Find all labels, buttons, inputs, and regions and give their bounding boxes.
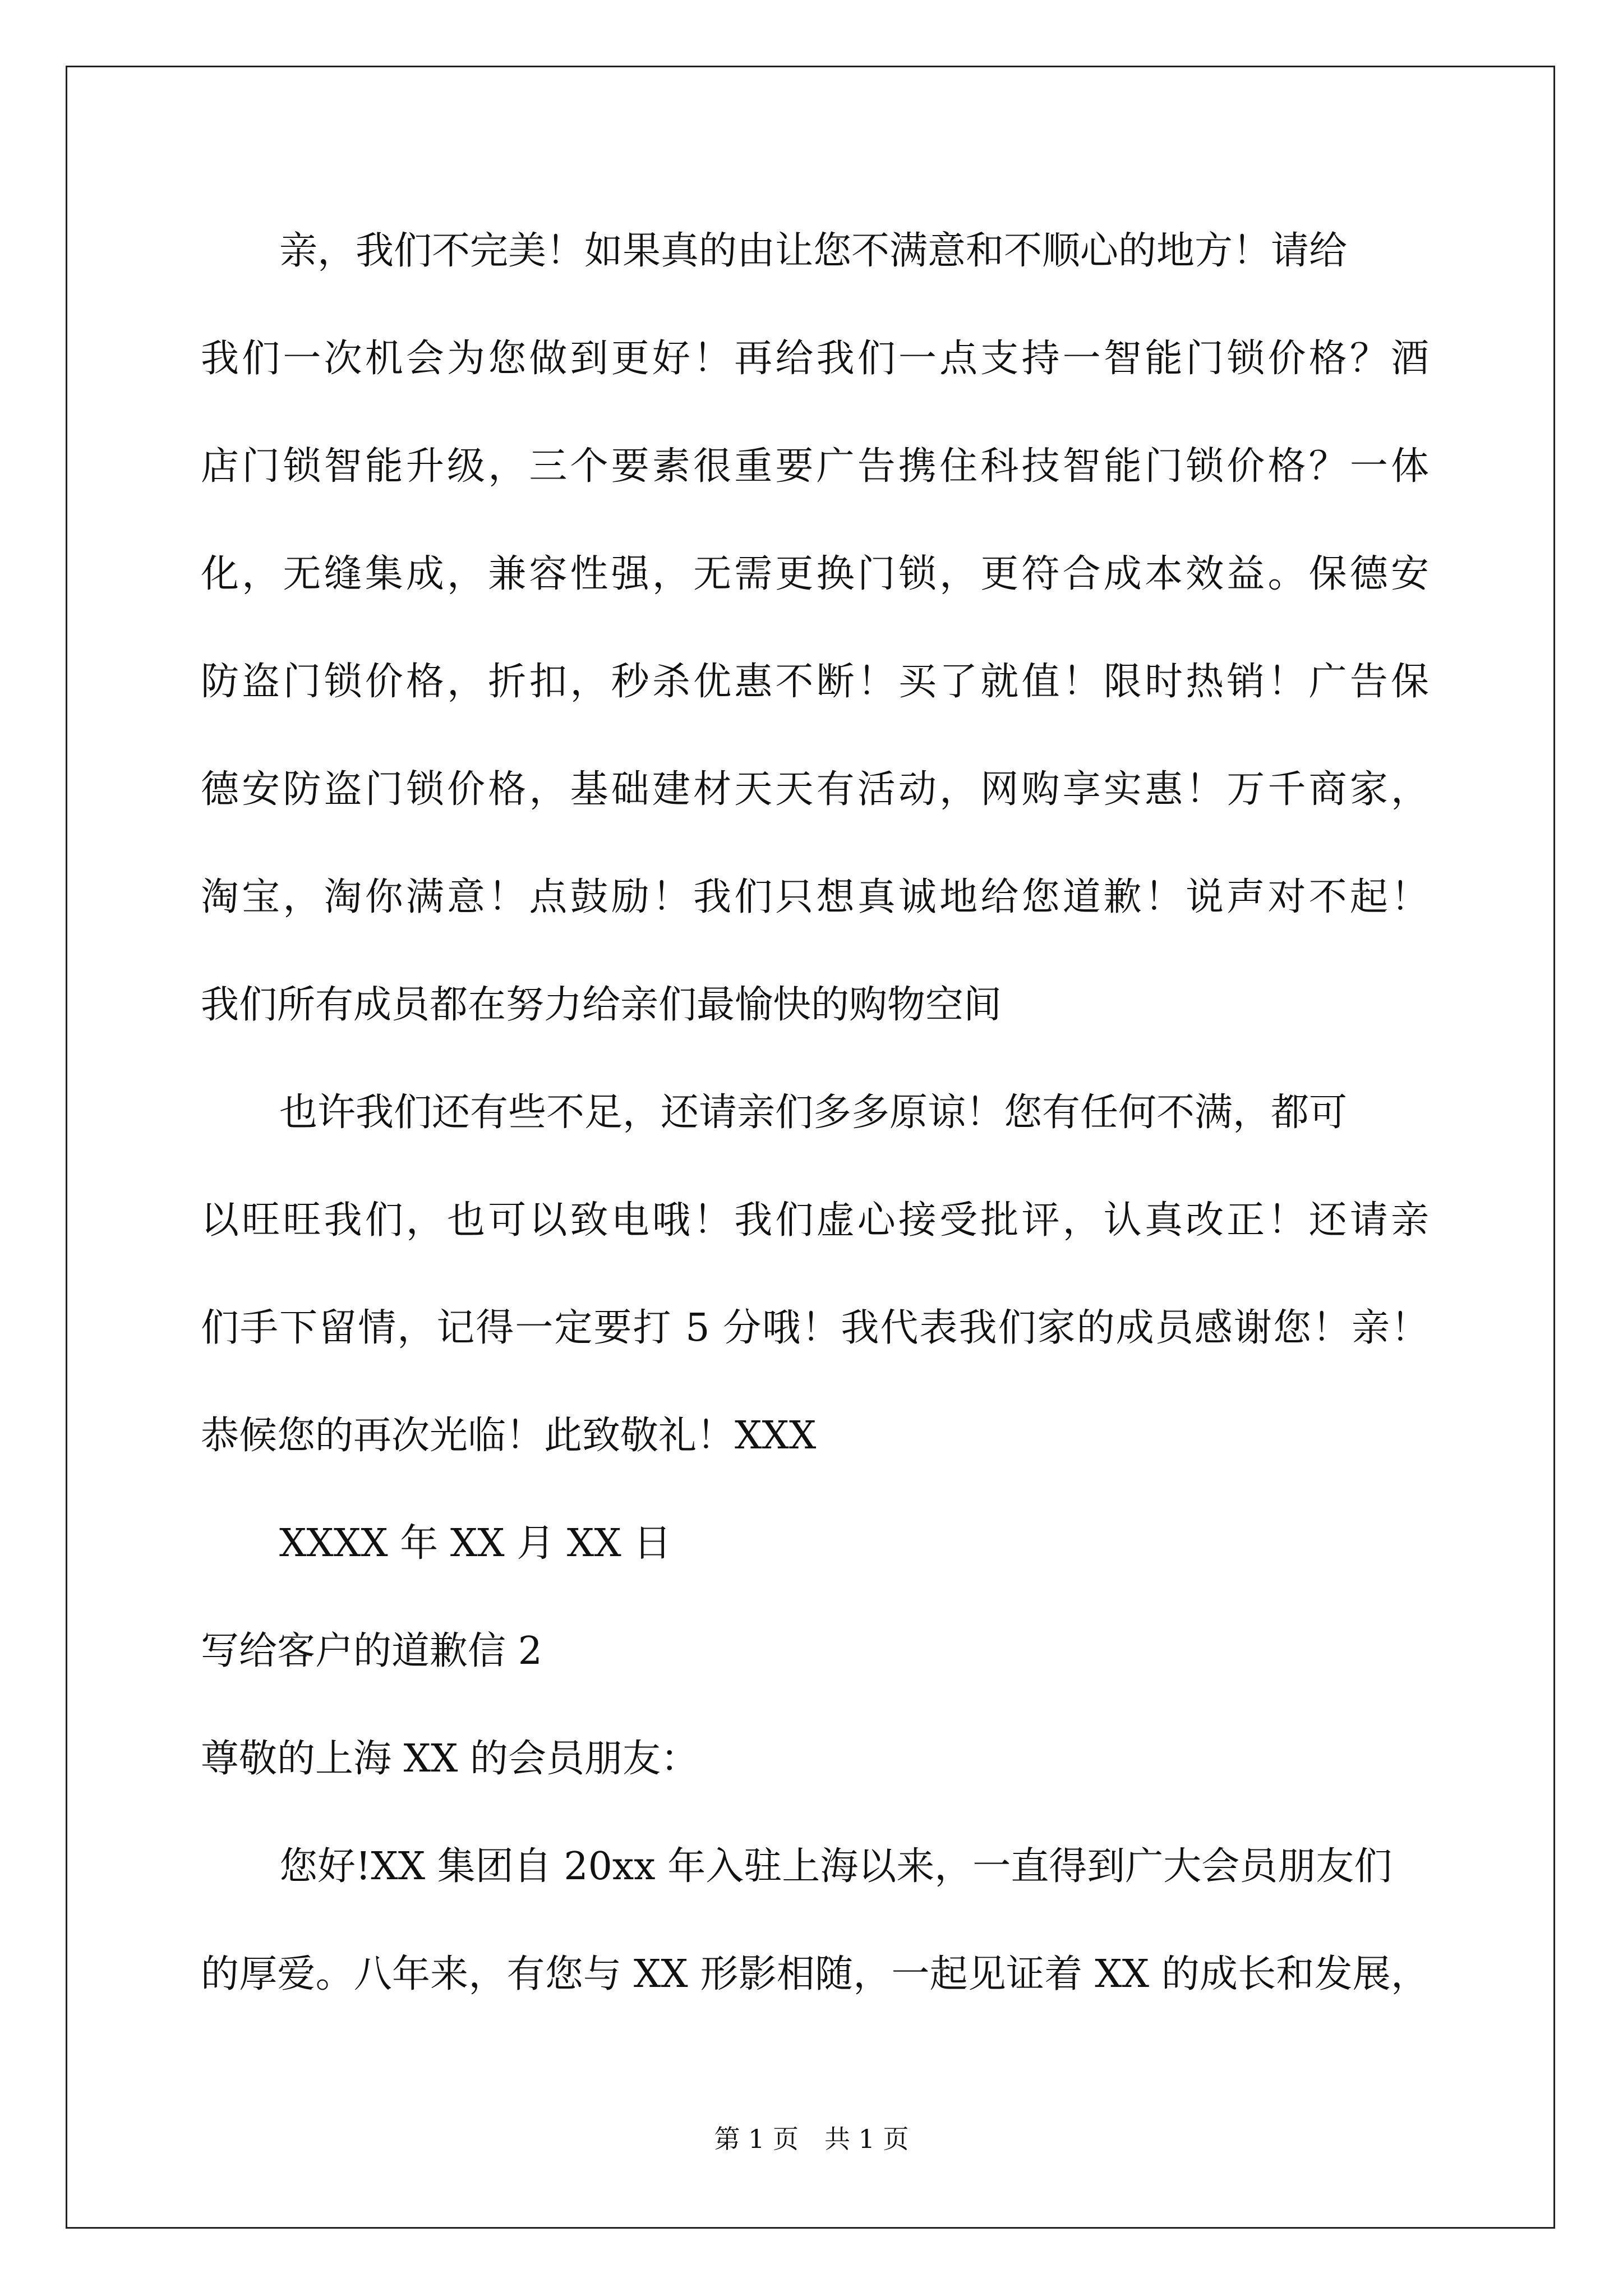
paragraph-1-line-3: 店门锁智能升级，三个要素很重要广告携住科技智能门锁价格？一体: [201, 444, 1429, 489]
paragraph-2-line-1: 也许我们还有些不足，还请亲们多多原谅！您有任何不满，都可: [279, 1091, 1348, 1135]
paragraph-3-line-1: 您好!XX 集团自 20xx 年入驻上海以来，一直得到广大会员朋友们: [279, 1844, 1393, 1889]
paragraph-1-line-5: 防盗门锁价格，折扣，秒杀优惠不断！买了就值！限时热销！广告保: [201, 660, 1429, 704]
paragraph-1-line-4: 化，无缝集成，兼容性强，无需更换门锁，更符合成本效益。保德安: [201, 552, 1429, 596]
paragraph-1-line-1: 亲，我们不完美！如果真的由让您不满意和不顺心的地方！请给: [279, 229, 1348, 273]
paragraph-2-line-4: 恭候您的再次光临！此致敬礼！XXX: [201, 1414, 817, 1458]
letter-2-title: 写给客户的道歉信 2: [201, 1629, 542, 1673]
paragraph-2-line-3: 们手下留情，记得一定要打 5 分哦！我代表我们家的成员感谢您！亲！: [201, 1306, 1429, 1350]
salutation: 尊敬的上海 XX 的会员朋友：: [201, 1737, 699, 1781]
paragraph-2-line-2: 以旺旺我们，也可以致电哦！我们虚心接受批评，认真改正！还请亲: [201, 1198, 1429, 1243]
page-border: [66, 66, 1555, 2229]
date-line: XXXX 年 XX 月 XX 日: [279, 1521, 672, 1566]
paragraph-1-line-2: 我们一次机会为您做到更好！再给我们一点支持一智能门锁价格？酒: [201, 337, 1429, 381]
paragraph-3-line-2: 的厚爱。八年来，有您与 XX 形影相随，一起见证着 XX 的成长和发展，: [201, 1952, 1429, 1996]
page-footer: 第 1 页 共 1 页: [714, 2124, 909, 2154]
paragraph-1-line-6: 德安防盗门锁价格，基础建材天天有活动，网购享实惠！万千商家，: [201, 767, 1429, 812]
paragraph-1-line-8: 我们所有成员都在努力给亲们最愉快的购物空间: [201, 983, 1002, 1027]
paragraph-1-line-7: 淘宝，淘你满意！点鼓励！我们只想真诚地给您道歉！说声对不起！: [201, 875, 1429, 919]
